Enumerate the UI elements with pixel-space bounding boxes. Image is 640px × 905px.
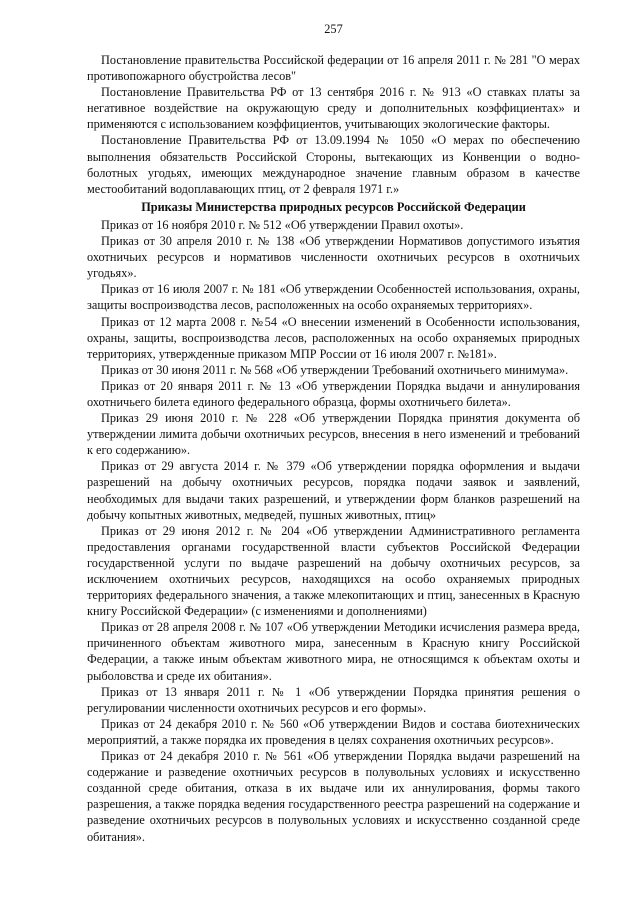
order-paragraph: Приказ от 16 июля 2007 г. № 181 «Об утверждении Особенностей использования, охраны, защиты воспроизводства лесов, расположенных на особо охраняемых территориях». — [87, 282, 580, 313]
order-paragraph: Приказ от 30 апреля 2010 г. № 138 «Об утверждении Нормативов допустимого изъятия охотничьих ресурсов и нормативов численности охотничьих ресурсов в охотничьих угодьях». — [87, 234, 580, 281]
intro-paragraph: Постановление Правительства РФ от 13.09.1994 № 1050 «О мерах по обеспечению выполнения обязательств Российской Стороны, вытекающих из Конвенции о водно-болотных угодьях, имеющих международное значение главным образом в качестве местообитаний водоплавающих птиц, от 2 февраля 1971 г.» — [87, 133, 580, 196]
order-paragraph: Приказ от 16 ноября 2010 г. № 512 «Об утверждении Правил охоты». — [101, 217, 464, 232]
order-paragraph: Приказ от 20 января 2011 г. № 13 «Об утверждении Порядка выдачи и аннулирования охотничьего билета единого федерального образца, формы охотничьего билета». — [87, 378, 580, 409]
order-paragraph: Приказ от 24 декабря 2010 г. № 560 «Об утверждении Видов и состава биотехнических мероприятий, а также порядка их проведения в целях сохранения охотничьих ресурсов». — [87, 716, 580, 747]
order-paragraph: Приказ от 29 июня 2012 г. № 204 «Об утверждении Административного регламента предоставления органами государственной власти субъектов Российской Федерации государственной услуги по выдаче разрешений на добычу охотничьих ресурсов, за исключением охотничьих ресурсов, находящихся на особо охраняемых природных территориях федерального значения, а также млекопитающих и птиц, занесенных в Красную книгу Российской Федерации» (с изменениями и дополнениями) — [87, 523, 580, 619]
order-paragraph: Приказ от 30 июня 2011 г. № 568 «Об утверждении Требований охотничьего минимума». — [101, 362, 569, 377]
order-paragraph: Приказ 29 июня 2010 г. № 228 «Об утверждении Порядка принятия документа об утверждении лимита добычи охотничьих ресурсов, внесения в него изменений и требований к его содержанию». — [87, 411, 580, 458]
order-paragraph: Приказ от 12 марта 2008 г. №54 «О внесении изменений в Особенности использования, охраны, защиты, воспроизводства лесов, расположенных на особо охраняемых природных территориях, утвержденные приказом МПР России от 16 июля 2007 г. №181». — [87, 314, 580, 361]
order-paragraph: Приказ от 24 декабря 2010 г. № 561 «Об утверждении Порядка выдачи разрешений на содержание и разведение охотничьих ресурсов в полувольных условиях и искусственно созданной среде обитания, отказа в их выдаче или их аннулирования, формы такого разрешения, а также порядка ведения государственного реестра разрешений на содержание и разведение охотничьих ресурсов в полувольных условиях и искусственно созданной среде обитания». — [87, 749, 580, 844]
page-number: 257 — [324, 22, 343, 36]
section-heading: Приказы Министерства природных ресурсов Российской Федерации — [141, 199, 526, 214]
order-paragraph: Приказ от 13 января 2011 г. № 1 «Об утверждении Порядка принятия решения о регулировании численности охотничьих ресурсов и его формы». — [87, 684, 580, 715]
order-paragraph: Приказ от 28 апреля 2008 г. № 107 «Об утверждении Методики исчисления размера вреда, причиненного объектам животного мира, занесенным в Красную книгу Российской Федерации, а также иным объектам животного мира, не относящимся к объектам охоты и рыболовства и среде их обитания». — [87, 620, 580, 683]
intro-paragraph: Постановление Правительства РФ от 13 сентября 2016 г. № 913 «О ставках платы за негативное воздействие на окружающую среду и дополнительных коэффициентах» и применяются с использованием коэффициентов, учитывающих экологические факторы. — [87, 85, 580, 132]
document-page — [87, 22, 580, 845]
order-paragraph: Приказ от 29 августа 2014 г. № 379 «Об утверждении порядка оформления и выдачи разрешений на добычу охотничьих ресурсов, порядка подачи заявок и заявлений, необходимых для выдачи таких разрешений, и утверждении форм бланков разрешений на добычу копытных животных, медведей, пушных животных, птиц» — [87, 459, 580, 522]
intro-paragraph: Постановление правительства Российской федерации от 16 апреля 2011 г. № 281 "О мерах противопожарного обустройства лесов" — [87, 53, 580, 84]
